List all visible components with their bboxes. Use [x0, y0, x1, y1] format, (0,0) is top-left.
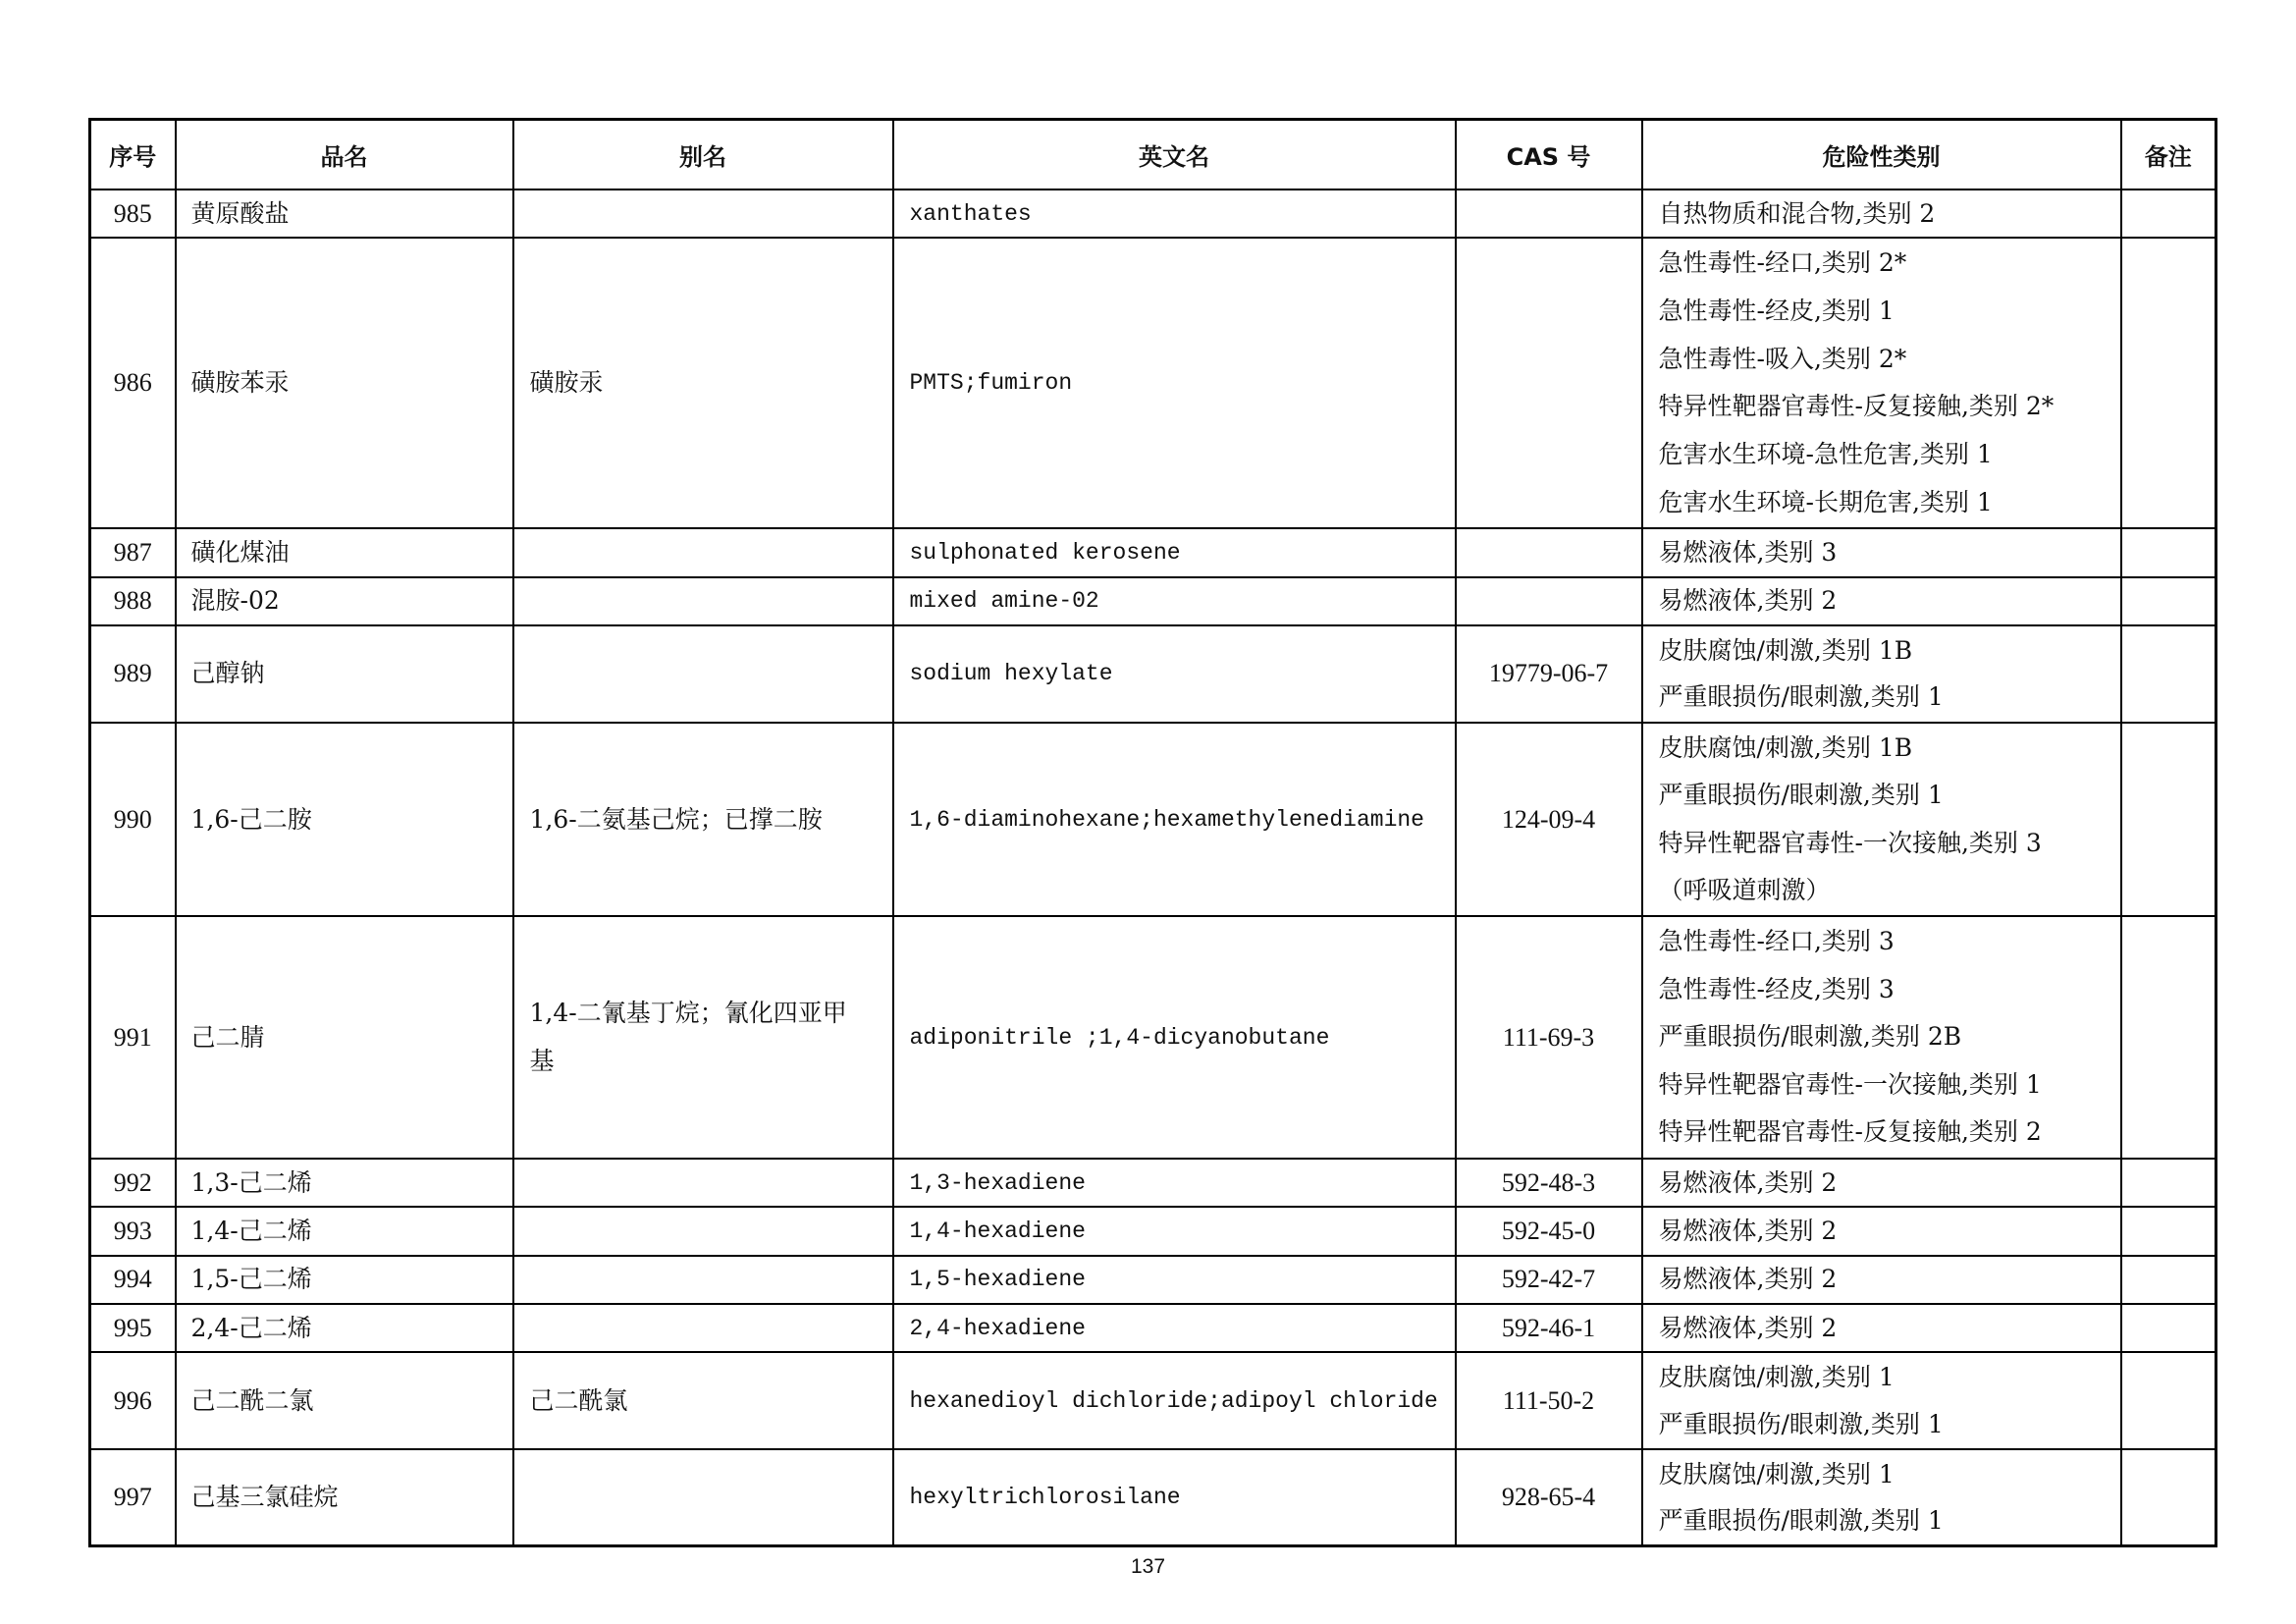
header-product-name: 品名	[176, 120, 513, 190]
cell-english-name: 1,4-hexadiene	[893, 1207, 1456, 1255]
cell-product-name: 磺胺苯汞	[176, 238, 513, 528]
alias-line: 磺胺汞	[529, 368, 604, 398]
hazard-line: 自热物质和混合物,类别 2	[1658, 198, 1936, 228]
hazard-line: 特异性靶器官毒性-反复接触,类别 2	[1658, 1117, 2042, 1147]
table-row	[90, 189, 2216, 238]
cell-cas-number	[1456, 577, 1642, 625]
cell-alias	[513, 238, 893, 528]
cell-alias	[513, 1449, 893, 1546]
cell-cas-number: 592-48-3	[1456, 1159, 1642, 1207]
header-remark: 备注	[2121, 120, 2216, 190]
cell-product-name: 己醇钠	[176, 625, 513, 723]
cell-serial-number: 986	[90, 238, 176, 528]
cell-english-name: hexanedioyl dichloride;adipoyl chloride	[893, 1352, 1456, 1449]
cell-cas-number: 111-69-3	[1456, 916, 1642, 1159]
hazard-line: 急性毒性-经口,类别 3	[1658, 927, 1895, 956]
cell-cas-number: 592-42-7	[1456, 1256, 1642, 1304]
cell-remark	[2121, 238, 2216, 528]
cell-product-name: 混胺-02	[176, 577, 513, 625]
hazard-line: 皮肤腐蚀/刺激,类别 1B	[1658, 636, 1913, 666]
cell-hazard-class	[1642, 1352, 2121, 1449]
table-body	[90, 189, 2216, 1546]
cell-english-name: 2,4-hexadiene	[893, 1304, 1456, 1352]
cell-hazard-class	[1642, 723, 2121, 916]
cell-english-name: xanthates	[893, 189, 1456, 238]
cell-english-name: hexyltrichlorosilane	[893, 1449, 1456, 1546]
cell-cas-number: 928-65-4	[1456, 1449, 1642, 1546]
cell-serial-number: 991	[90, 916, 176, 1159]
cell-product-name: 磺化煤油	[176, 528, 513, 576]
header-serial-number: 序号	[90, 120, 176, 190]
cell-alias	[513, 1207, 893, 1255]
cell-alias	[513, 577, 893, 625]
hazard-line: 危害水生环境-急性危害,类别 1	[1658, 440, 1993, 469]
hazard-line: 易燃液体,类别 2	[1658, 1313, 1838, 1342]
cell-cas-number	[1456, 238, 1642, 528]
cell-serial-number: 988	[90, 577, 176, 625]
cell-product-name: 2,4-己二烯	[176, 1304, 513, 1352]
hazard-line: 特异性靶器官毒性-一次接触,类别 1	[1658, 1069, 2042, 1099]
hazard-line: 易燃液体,类别 3	[1658, 538, 1838, 568]
cell-serial-number: 990	[90, 723, 176, 916]
cell-serial-number: 987	[90, 528, 176, 576]
cell-hazard-class	[1642, 1449, 2121, 1546]
cell-hazard-class	[1642, 189, 2121, 238]
cell-serial-number: 989	[90, 625, 176, 723]
cell-cas-number: 592-46-1	[1456, 1304, 1642, 1352]
cell-serial-number: 994	[90, 1256, 176, 1304]
cell-alias	[513, 916, 893, 1159]
cell-english-name: sodium hexylate	[893, 625, 1456, 723]
hazard-line: 易燃液体,类别 2	[1658, 1265, 1838, 1294]
cell-hazard-class	[1642, 1256, 2121, 1304]
cell-serial-number: 985	[90, 189, 176, 238]
cell-product-name: 己二腈	[176, 916, 513, 1159]
cell-remark	[2121, 1352, 2216, 1449]
hazard-line: 严重眼损伤/眼刺激,类别 1	[1658, 781, 1944, 810]
cell-remark	[2121, 723, 2216, 916]
cell-alias	[513, 723, 893, 916]
cell-remark	[2121, 916, 2216, 1159]
table-header-row	[90, 120, 2216, 190]
cell-remark	[2121, 625, 2216, 723]
cell-serial-number: 997	[90, 1449, 176, 1546]
cell-remark	[2121, 1304, 2216, 1352]
hazard-line: 严重眼损伤/眼刺激,类别 1	[1658, 1506, 1944, 1536]
cell-english-name: PMTS;fumiron	[893, 238, 1456, 528]
cell-alias	[513, 1352, 893, 1449]
cell-serial-number: 996	[90, 1352, 176, 1449]
cell-product-name: 1,6-己二胺	[176, 723, 513, 916]
cell-alias	[513, 1304, 893, 1352]
header-hazard-class: 危险性类别	[1642, 120, 2121, 190]
cell-serial-number: 993	[90, 1207, 176, 1255]
header-cas-number: CAS 号	[1456, 120, 1642, 190]
cell-english-name: 1,6-diaminohexane;hexamethylenediamine	[893, 723, 1456, 916]
cell-alias	[513, 625, 893, 723]
cell-alias	[513, 189, 893, 238]
hazard-line: 急性毒性-经皮,类别 3	[1658, 974, 1895, 1003]
cell-hazard-class	[1642, 238, 2121, 528]
cell-cas-number	[1456, 189, 1642, 238]
hazard-line: 急性毒性-经口,类别 2*	[1658, 248, 1907, 278]
cell-cas-number: 19779-06-7	[1456, 625, 1642, 723]
hazard-line: 急性毒性-吸入,类别 2*	[1658, 344, 1907, 373]
cell-english-name: sulphonated kerosene	[893, 528, 1456, 576]
hazard-line: 皮肤腐蚀/刺激,类别 1	[1658, 1363, 1895, 1392]
table-row	[90, 1256, 2216, 1304]
cell-serial-number: 992	[90, 1159, 176, 1207]
header-english-name: 英文名	[893, 120, 1456, 190]
hazard-line: 特异性靶器官毒性-反复接触,类别 2*	[1658, 392, 2055, 421]
table-row	[90, 1304, 2216, 1352]
table-row	[90, 577, 2216, 625]
cell-hazard-class	[1642, 1207, 2121, 1255]
cell-remark	[2121, 189, 2216, 238]
cell-hazard-class	[1642, 577, 2121, 625]
hazard-line: 易燃液体,类别 2	[1658, 1216, 1838, 1245]
cell-remark	[2121, 1159, 2216, 1207]
hazard-line: 严重眼损伤/眼刺激,类别 2B	[1658, 1022, 1962, 1052]
hazard-line: 皮肤腐蚀/刺激,类别 1	[1658, 1459, 1895, 1489]
hazard-line: 严重眼损伤/眼刺激,类别 1	[1658, 1409, 1944, 1438]
hazard-line: 皮肤腐蚀/刺激,类别 1B	[1658, 732, 1913, 762]
hazard-line: 急性毒性-经皮,类别 1	[1658, 297, 1895, 326]
table-row	[90, 1159, 2216, 1207]
cell-alias	[513, 1159, 893, 1207]
table-row	[90, 1207, 2216, 1255]
table-row	[90, 528, 2216, 576]
cell-hazard-class	[1642, 916, 2121, 1159]
hazard-line: 易燃液体,类别 2	[1658, 586, 1838, 616]
alias-line: 己二酰氯	[529, 1385, 628, 1415]
hazard-line: 特异性靶器官毒性-一次接触,类别 3	[1658, 828, 2042, 857]
cell-cas-number: 124-09-4	[1456, 723, 1642, 916]
chemical-catalog-table	[88, 118, 2217, 1547]
cell-cas-number	[1456, 528, 1642, 576]
cell-cas-number: 111-50-2	[1456, 1352, 1642, 1449]
cell-remark	[2121, 577, 2216, 625]
alias-line: 基	[529, 1046, 555, 1075]
hazard-line: （呼吸道刺激）	[1658, 875, 1831, 904]
cell-english-name: 1,3-hexadiene	[893, 1159, 1456, 1207]
cell-product-name: 1,5-己二烯	[176, 1256, 513, 1304]
cell-remark	[2121, 1207, 2216, 1255]
cell-remark	[2121, 1449, 2216, 1546]
cell-hazard-class	[1642, 1159, 2121, 1207]
table-row	[90, 1449, 2216, 1546]
cell-product-name: 己二酰二氯	[176, 1352, 513, 1449]
hazard-line: 严重眼损伤/眼刺激,类别 1	[1658, 682, 1944, 712]
cell-hazard-class	[1642, 625, 2121, 723]
table-row	[90, 723, 2216, 916]
cell-hazard-class	[1642, 1304, 2121, 1352]
cell-product-name: 1,3-己二烯	[176, 1159, 513, 1207]
cell-remark	[2121, 1256, 2216, 1304]
cell-product-name: 黄原酸盐	[176, 189, 513, 238]
table-row	[90, 625, 2216, 723]
cell-product-name: 1,4-己二烯	[176, 1207, 513, 1255]
cell-english-name: 1,5-hexadiene	[893, 1256, 1456, 1304]
table-row	[90, 916, 2216, 1159]
cell-english-name: adiponitrile ;1,4-dicyanobutane	[893, 916, 1456, 1159]
header-alias: 别名	[513, 120, 893, 190]
cell-product-name: 己基三氯硅烷	[176, 1449, 513, 1546]
alias-line: 1,4-二氰基丁烷；氰化四亚甲	[529, 999, 847, 1028]
cell-serial-number: 995	[90, 1304, 176, 1352]
hazard-line: 危害水生环境-长期危害,类别 1	[1658, 487, 1993, 516]
cell-alias	[513, 1256, 893, 1304]
table-row	[90, 238, 2216, 528]
cell-remark	[2121, 528, 2216, 576]
cell-hazard-class	[1642, 528, 2121, 576]
table-row	[90, 1352, 2216, 1449]
cell-cas-number: 592-45-0	[1456, 1207, 1642, 1255]
alias-line: 1,6-二氨基己烷；已撑二胺	[529, 804, 823, 834]
cell-alias	[513, 528, 893, 576]
hazard-line: 易燃液体,类别 2	[1658, 1167, 1838, 1197]
page-number: 137	[1130, 1555, 1166, 1578]
cell-english-name: mixed amine-02	[893, 577, 1456, 625]
